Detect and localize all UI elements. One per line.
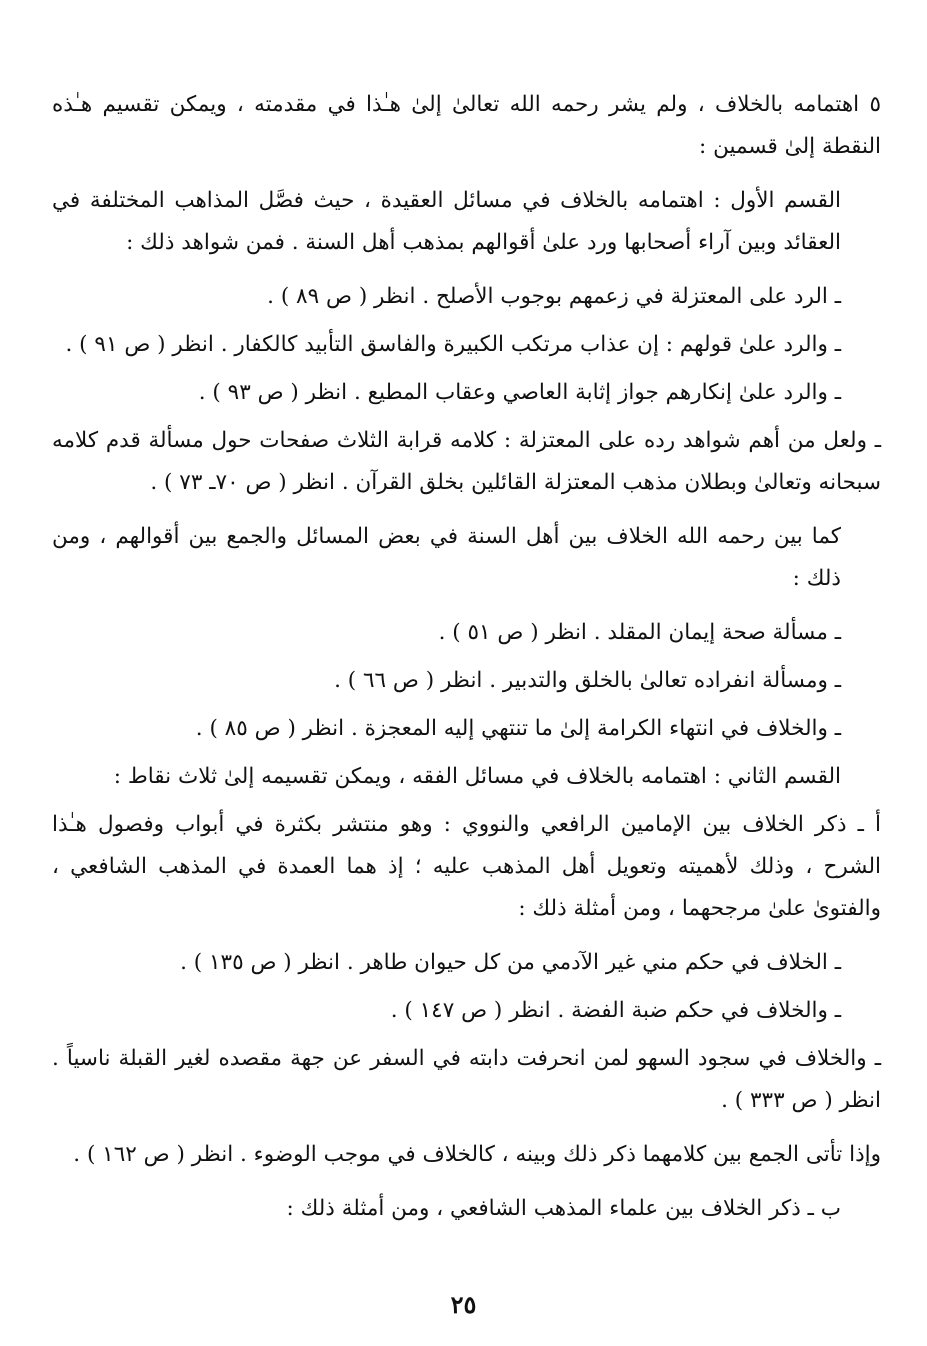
list-item: ـ مسألة صحة إيمان المقلد . انظر ( ص ٥١ ) . <box>438 620 841 645</box>
paragraph-section-two: القسم الثاني : اهتمامه بالخلاف في مسائل الفقه ، ويمكن تقسيمه إلىٰ ثلاث نقاط : <box>113 764 841 789</box>
list-item: ـ والخلاف في سجود السهو لمن انحرفت دابته في السفر عن جهة مقصده لغير القبلة ناسياً . انظر ( ص ٣٣٣ ) . <box>52 1046 881 1113</box>
paragraph-reconciliation: وإذا تأتى الجمع بين كلامهما ذكر ذلك وبينه ، كالخلاف في موجب الوضوء . انظر ( ص ١٦٢ ) . <box>73 1142 881 1167</box>
paragraph-intro: ٥ اهتمامه بالخلاف ، ولم يشر رحمه الله تعالىٰ إلىٰ هـٰذا في مقدمته ، ويمكن تقسيم هـٰذه النقطة إلىٰ قسمين : <box>52 92 881 159</box>
page-number: ٢٥ <box>450 1290 477 1319</box>
paragraph-point-a: أ ـ ذكر الخلاف بين الإمامين الرافعي والنووي : وهو منتشر بكثرة في أبواب وفصول هـٰذا الشرح ، وذلك لأهميته وتعويل أهل المذهب عليه ؛ إذ هما العمدة في المذهب الشافعي ، والفتوىٰ علىٰ مرجحهما ، ومن أمثلة ذلك : <box>52 812 881 921</box>
list-item: ـ والخلاف في انتهاء الكرامة إلىٰ ما تنتهي إليه المعجزة . انظر ( ص ٨٥ ) . <box>195 716 841 741</box>
paragraph-point-b: ب ـ ذكر الخلاف بين علماء المذهب الشافعي ، ومن أمثلة ذلك : <box>286 1196 841 1221</box>
list-item: ـ الخلاف في حكم مني غير الآدمي من كل حيوان طاهر . انظر ( ص ١٣٥ ) . <box>180 950 841 975</box>
list-item: ـ والخلاف في حكم ضبة الفضة . انظر ( ص ١٤٧ ) . <box>390 998 841 1023</box>
list-item: ـ والرد علىٰ قولهم : إن عذاب مرتكب الكبيرة والفاسق التأبيد كالكفار . انظر ( ص ٩١ ) . <box>65 332 841 357</box>
paragraph-section-one: القسم الأول : اهتمامه بالخلاف في مسائل العقيدة ، حيث فصَّل المذاهب المختلفة في العقائد وبين آراء أصحابها ورد علىٰ أقوالهم بمذهب أهل السنة . فمن شواهد ذلك : <box>52 188 841 255</box>
list-item: ـ والرد علىٰ إنكارهم جواز إثابة العاصي وعقاب المطيع . انظر ( ص ٩٣ ) . <box>198 380 841 405</box>
page-body <box>52 84 881 1242</box>
paragraph-sunnah-disagreement: كما بين رحمه الله الخلاف بين أهل السنة في بعض المسائل والجمع بين أقوالهم ، ومن ذلك : <box>52 524 841 591</box>
list-item: ـ الرد على المعتزلة في زعمهم بوجوب الأصلح . انظر ( ص ٨٩ ) . <box>267 284 841 309</box>
list-item: ـ ومسألة انفراده تعالىٰ بالخلق والتدبير . انظر ( ص ٦٦ ) . <box>334 668 841 693</box>
list-item: ـ ولعل من أهم شواهد رده على المعتزلة : كلامه قرابة الثلاث صفحات حول مسألة قدم كلامه سبحانه وتعالىٰ وبطلان مذهب المعتزلة القائلين بخلق القرآن . انظر ( ص ٧٠ـ ٧٣ ) . <box>52 428 881 495</box>
